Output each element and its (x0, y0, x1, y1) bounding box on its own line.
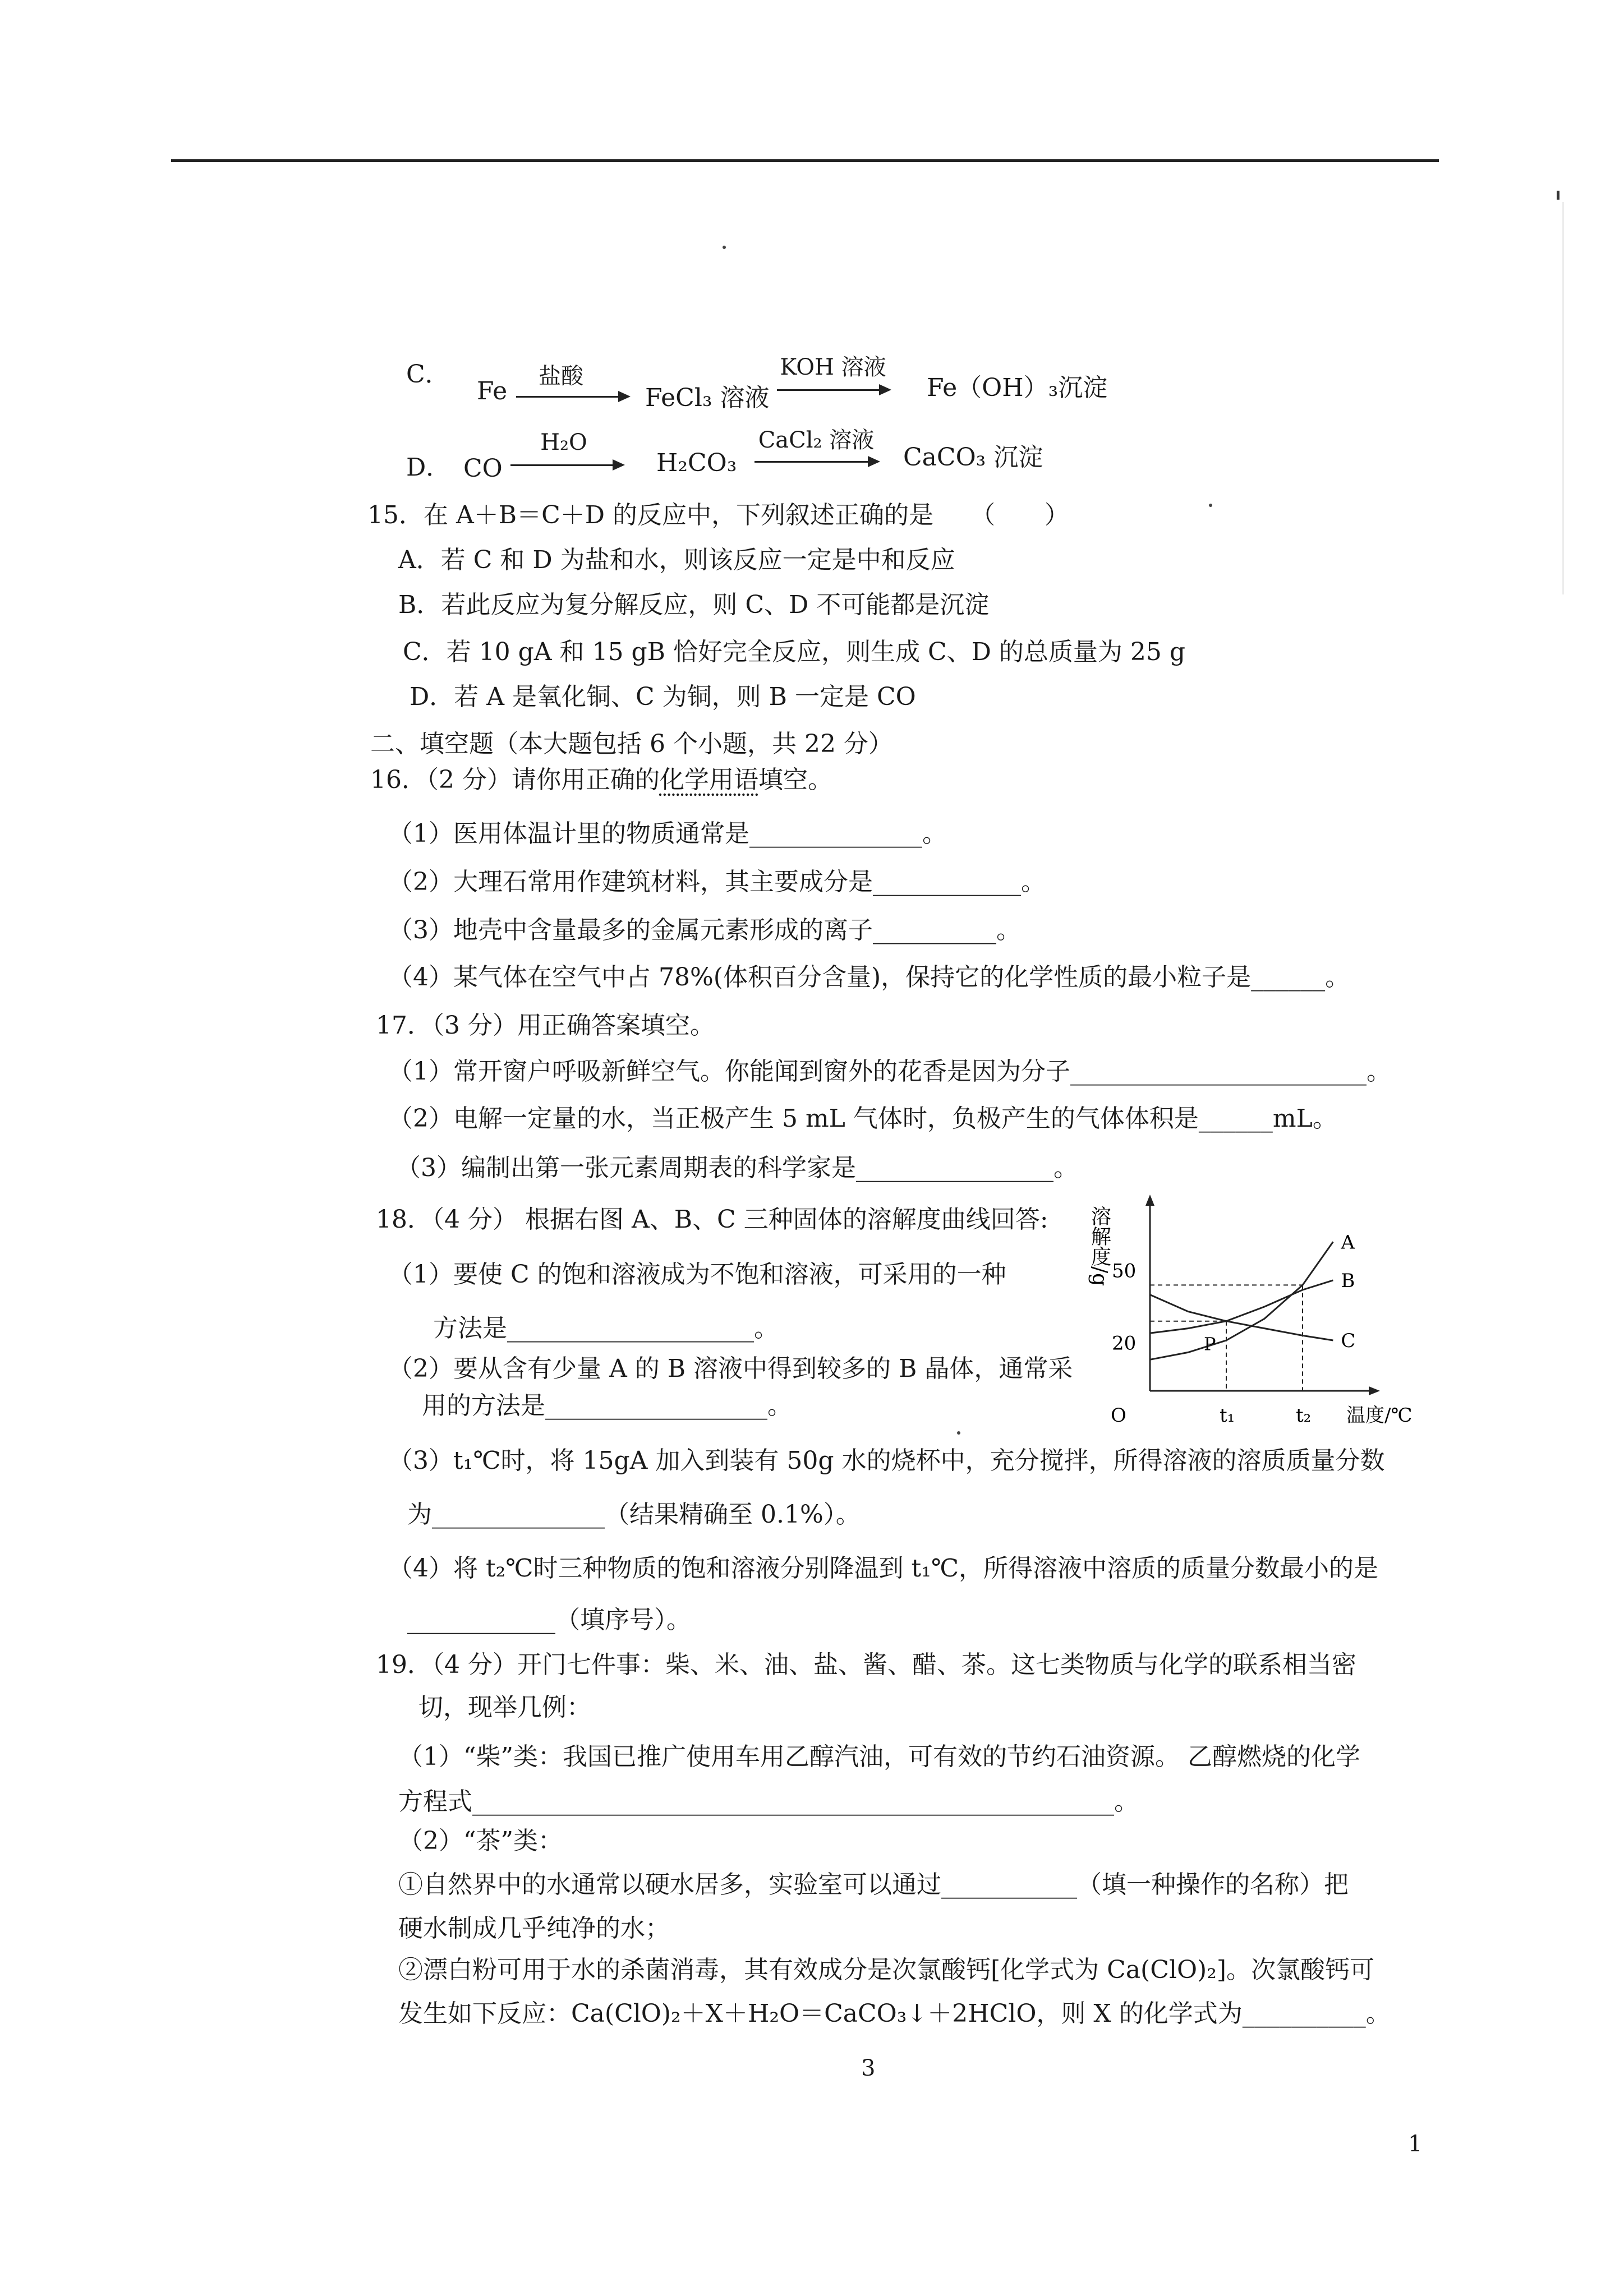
option-label: C． (406, 360, 450, 389)
speck (1209, 504, 1212, 507)
series-label-C: C (1341, 1330, 1356, 1352)
speck (957, 1431, 960, 1435)
arrow-condition: CaCl₂ 溶液 (758, 427, 875, 453)
solubility-curve-C (1150, 1295, 1333, 1340)
blank-item: ____________（填序号）。 (407, 1606, 691, 1634)
x-axis-label: 温度/℃ (1346, 1404, 1413, 1427)
stem-part: 16．（2 分）请你用正确的 (370, 766, 660, 794)
intermediate: H₂CO₃ (656, 449, 737, 477)
question-stem: 18．（4 分） 根据右图 A、B、C 三种固体的溶解度曲线回答: (376, 1205, 1048, 1234)
product: CaCO₃ 沉淀 (903, 443, 1043, 472)
solubility-chart (1088, 1167, 1414, 1436)
choice-d: D．若 A 是氧化铜、C 为铜，则 B 一定是 CO (410, 683, 916, 711)
blank-item: （2）要从含有少量 A 的 B 溶液中得到较多的 B 晶体，通常采 (388, 1354, 1073, 1383)
arrow-condition: KOH 溶液 (780, 354, 886, 380)
corner-number: 1 (1408, 2131, 1423, 2157)
origin-label: O (1111, 1404, 1126, 1427)
sub-heading: （2）“茶”类： (398, 1827, 563, 1855)
question-stem: 切，现举几例： (418, 1693, 591, 1722)
blank-item: 发生如下反应：Ca(ClO)₂＋X＋H₂O＝CaCO₃↓＋2HClO，则 X 的化学式为__________。 (398, 1999, 1391, 2028)
edge-mark (1557, 191, 1559, 200)
y-axis-label: 溶解度/g (1088, 1206, 1111, 1287)
blank-item: ②漂白粉可用于水的杀菌消毒，其有效成分是次氯酸钙[化学式为 Ca(ClO)₂]。次氯酸钙可 (398, 1956, 1374, 1984)
solubility-curve-A (1150, 1242, 1333, 1359)
y-axis-arrow (1145, 1195, 1154, 1206)
blank-item: 为______________（结果精确至 0.1%）。 (407, 1500, 861, 1529)
blank-item: 硬水制成几乎纯净的水； (398, 1914, 670, 1943)
reaction-arrow (516, 396, 628, 398)
reactant: CO (463, 454, 503, 483)
blank-item: 方法是____________________。 (433, 1314, 779, 1343)
blank-item: （3）地壳中含量最多的金属元素形成的离子__________。 (388, 916, 1021, 944)
point-label-p: P (1204, 1333, 1216, 1355)
chart-layer (1111, 1195, 1413, 1427)
blank-item: （3）t₁℃时，将 15gA 加入到装有 50g 水的烧杯中，充分搅拌，所得溶液的溶质质量分数 (388, 1446, 1385, 1475)
option-label: D． (406, 453, 451, 482)
blank-item: （1）“柴”类：我国已推广使用车用乙醇汽油，可有效的节约石油资源。 乙醇燃烧的化学 (398, 1742, 1360, 1771)
speck (723, 246, 726, 249)
choice-c: C．若 10 gA 和 15 gB 恰好完全反应，则生成 C、D 的总质量为 25 g (403, 638, 1186, 666)
blank-item: ①自然界中的水通常以硬水居多，实验室可以通过___________（填一种操作的名称）把 (398, 1870, 1349, 1899)
question-stem (370, 765, 832, 795)
intermediate: FeCl₃ 溶液 (645, 384, 770, 412)
x-axis-arrow (1369, 1386, 1380, 1395)
page-number: 3 (861, 2055, 876, 2081)
top-rule (171, 159, 1439, 162)
blank-item: 方程式____________________________________________________。 (398, 1787, 1139, 1816)
question-stem: 17．（3 分）用正确答案填空。 (376, 1011, 715, 1040)
question-stem: 15．在 A＋B＝C＋D 的反应中，下列叙述正确的是 （ ） (367, 501, 1070, 529)
blank-item: （3）编制出第一张元素周期表的科学家是________________。 (396, 1154, 1078, 1182)
reaction-arrow (777, 389, 889, 391)
reactant: Fe (477, 377, 508, 405)
blank-item: （1）要使 C 的饱和溶液成为不饱和溶液，可采用的一种 (388, 1260, 1006, 1289)
blank-item: （2）大理石常用作建筑材料，其主要成分是____________。 (388, 868, 1046, 896)
blank-item: （1）医用体温计里的物质通常是______________。 (388, 819, 947, 848)
arrow-condition: H₂O (540, 430, 587, 455)
x-tick-label: t₁ (1220, 1404, 1235, 1427)
question-stem: 19．（4 分）开门七件事：柴、米、油、盐、酱、醋、茶。这七类物质与化学的联系相当密 (376, 1650, 1356, 1679)
series-label-A: A (1341, 1231, 1355, 1254)
blank-item: （2）电解一定量的水，当正极产生 5 mL 气体时，负极产生的气体体积是______mL。 (388, 1104, 1337, 1133)
series-label-B: B (1341, 1269, 1355, 1292)
y-tick-label: 20 (1112, 1332, 1137, 1355)
product: Fe（OH）₃沉淀 (927, 374, 1108, 402)
reaction-arrow (755, 461, 878, 463)
reaction-arrow (510, 464, 623, 466)
x-tick-label: t₂ (1296, 1404, 1312, 1427)
section-heading: 二、填空题（本大题包括 6 个小题，共 22 分） (370, 730, 893, 758)
stem-part: 填空。 (758, 766, 832, 794)
choice-b: B．若此反应为复分解反应，则 C、D 不可能都是沉淀 (398, 591, 990, 619)
arrow-condition: 盐酸 (539, 363, 583, 389)
blank-item: （4）将 t₂℃时三种物质的饱和溶液分别降温到 t₁℃，所得溶液中溶质的质量分数最小的是 (388, 1554, 1379, 1583)
emphasis-dots: 化学用语 (659, 766, 758, 794)
edge-shadow (1562, 202, 1564, 594)
blank-item: （1）常开窗户呼吸新鲜空气。你能闻到窗外的花香是因为分子________________________。 (388, 1057, 1391, 1086)
y-tick-label: 50 (1112, 1260, 1137, 1283)
blank-item: （4）某气体在空气中占 78%(体积百分含量)，保持它的化学性质的最小粒子是______。 (388, 963, 1350, 992)
choice-a: A．若 C 和 D 为盐和水，则该反应一定是中和反应 (398, 546, 955, 574)
blank-item: 用的方法是__________________。 (422, 1391, 792, 1420)
